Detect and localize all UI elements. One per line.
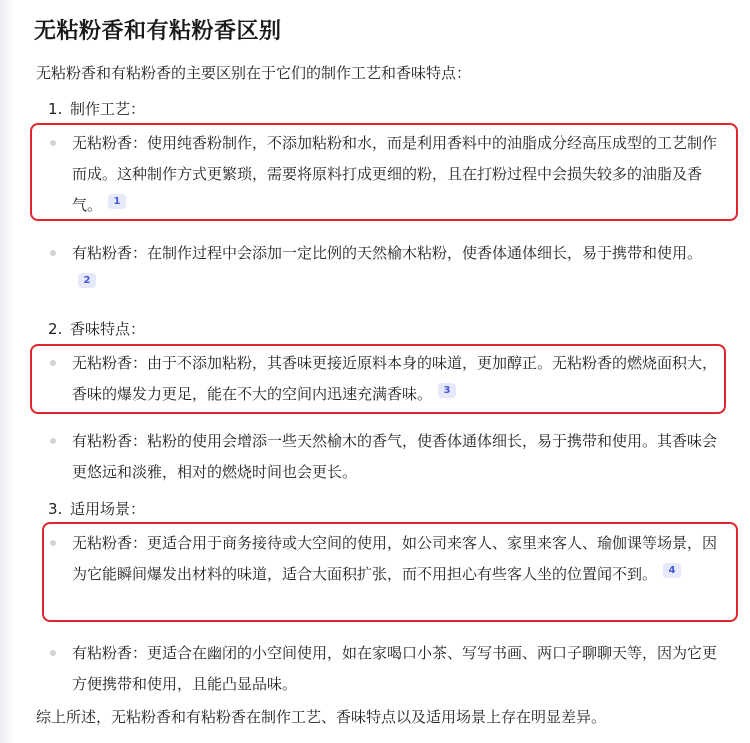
list-item-text: 无粘粉香：更适合用于商务接待或大空间的使用，如公司来客人、家里来客人、瑜伽课等场景，因为它能瞬间爆发出材料的味道，适合大面积扩张，而不用担心有些客人坐的位置闻不到。 — [72, 534, 718, 583]
section-number: 2. — [48, 320, 63, 338]
citation-badge[interactable]: 3 — [438, 383, 456, 398]
list-item — [50, 348, 720, 410]
list-item — [50, 426, 720, 488]
section-heading-process — [48, 98, 145, 119]
citation-badge[interactable]: 1 — [108, 194, 126, 209]
bullet-dot — [50, 250, 56, 256]
section-title: 香味特点： — [70, 320, 146, 338]
section-number: 1. — [48, 100, 63, 118]
list-item-text: 有粘粉香：在制作过程中会添加一定比例的天然榆木粘粉，使香体通体细长，易于携带和使用。 — [72, 244, 703, 262]
section-heading-usage — [48, 498, 145, 519]
list-item — [50, 238, 720, 300]
list-item — [50, 638, 720, 700]
bullet-dot — [50, 438, 56, 444]
list-item — [50, 528, 720, 590]
bullet-dot — [50, 540, 56, 546]
list-item-text: 有粘粉香：粘粉的使用会增添一些天然榆木的香气，使香体通体细长，易于携带和使用。其香味会更悠远和淡雅，相对的燃烧时间也会更长。 — [72, 432, 718, 481]
bullet-dot — [50, 360, 56, 366]
section-heading-aroma — [48, 318, 145, 339]
list-item-text: 无粘粉香：使用纯香粉制作，不添加粘粉和水，而是利用香料中的油脂成分经高压成型的工艺制作而成。这种制作方式更繁琐，需要将原料打成更细的粉，且在打粉过程中会损失较多的油脂及香气。 — [72, 134, 718, 214]
list-item-text: 有粘粉香：更适合在幽闭的小空间使用，如在家喝口小茶、写写书画、两口子聊聊天等，因为它更方便携带和使用，且能凸显品味。 — [72, 644, 718, 693]
list-item — [50, 128, 720, 221]
bullet-dot — [50, 140, 56, 146]
section-number: 3. — [48, 500, 63, 518]
citation-badge[interactable]: 2 — [78, 273, 96, 288]
list-item-text: 无粘粉香：由于不添加粘粉，其香味更接近原料本身的味道，更加醇正。无粘粉香的燃烧面积大，香味的爆发力更足，能在不大的空间内迅速充满香味。 — [72, 354, 718, 403]
citation-badge[interactable]: 4 — [663, 563, 681, 578]
intro-paragraph: 无粘粉香和有粘粉香的主要区别在于它们的制作工艺和香味特点： — [36, 64, 472, 82]
section-title: 制作工艺： — [70, 100, 146, 118]
bullet-dot — [50, 650, 56, 656]
summary-paragraph: 综上所述，无粘粉香和有粘粉香在制作工艺、香味特点以及适用场景上存在明显差异。 — [36, 708, 607, 726]
page-title: 无粘粉香和有粘粉香区别 — [34, 19, 282, 44]
section-title: 适用场景： — [70, 500, 146, 518]
